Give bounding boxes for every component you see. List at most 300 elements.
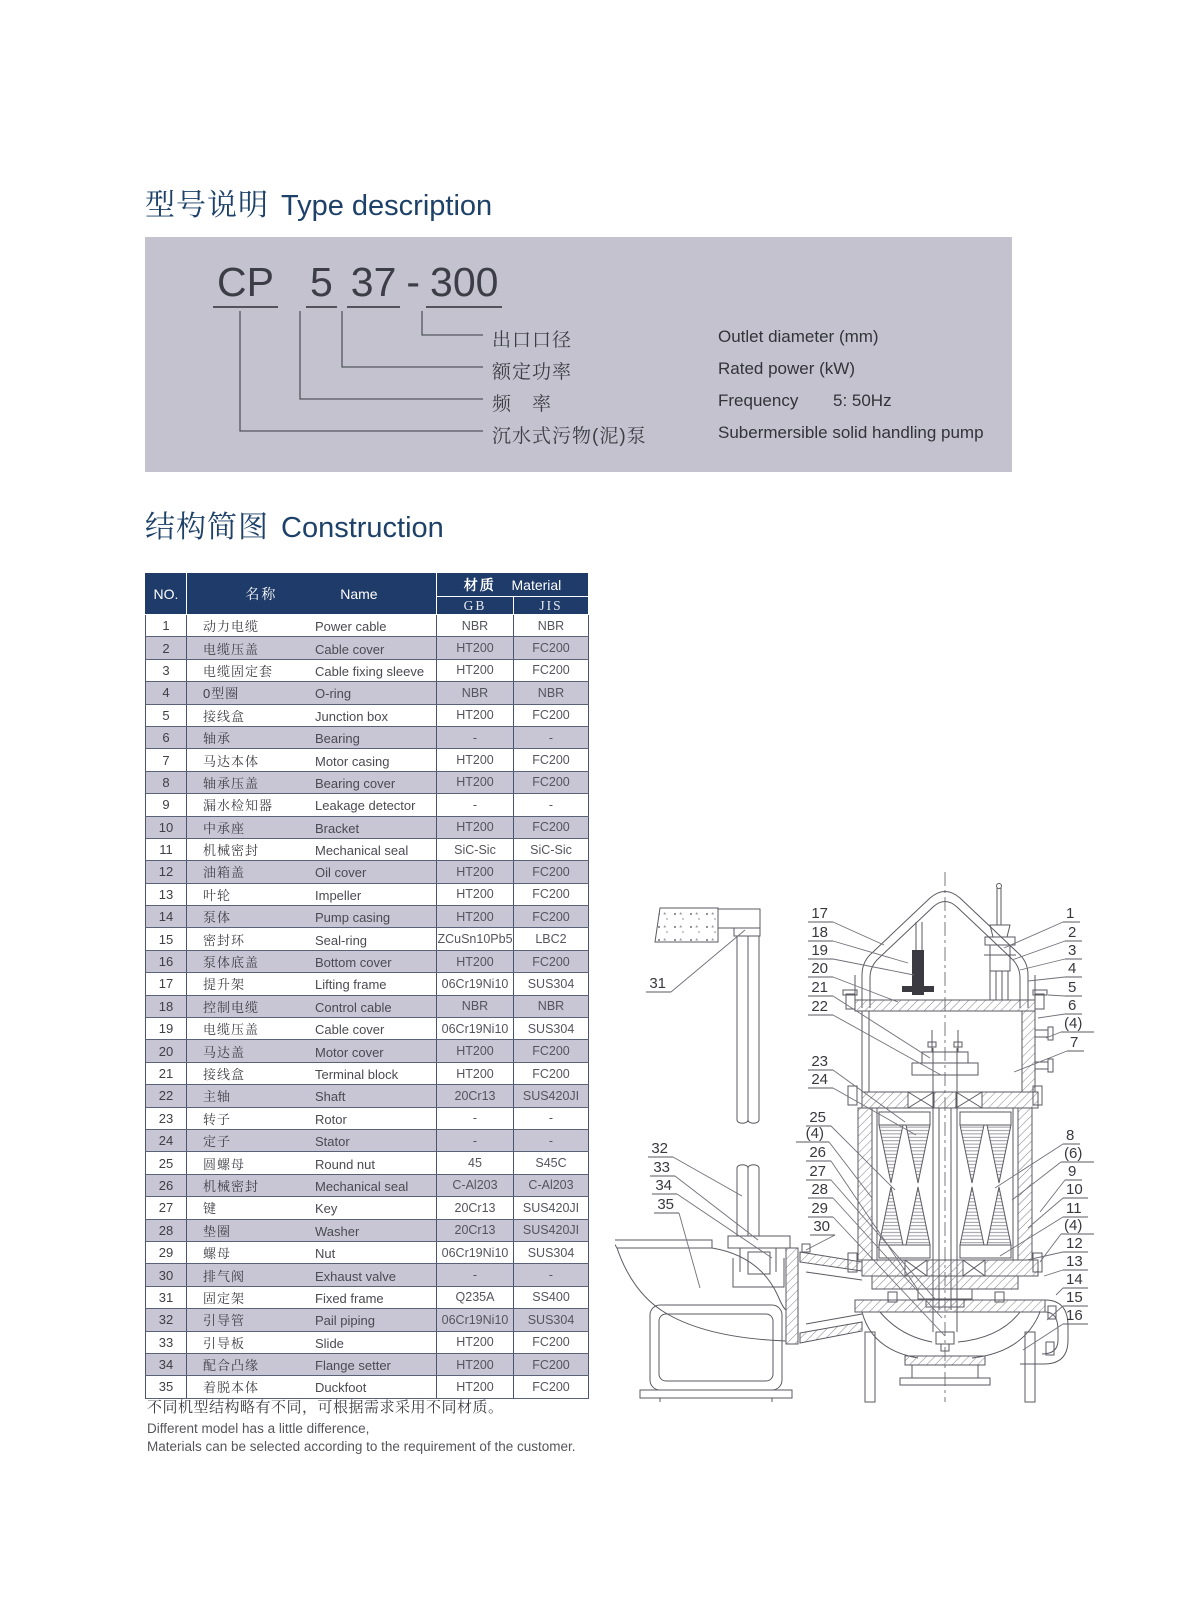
part-name-zh: 电缆压盖 bbox=[203, 641, 260, 657]
model-dash: - bbox=[406, 259, 421, 305]
col-header-name-zh: 名称 bbox=[245, 585, 278, 602]
part-name-zh: 键 bbox=[203, 1201, 218, 1217]
slide-bracket bbox=[728, 1236, 790, 1287]
part-name-zh: 接线盒 bbox=[203, 708, 246, 724]
duckfoot bbox=[615, 1240, 798, 1402]
material-gb: - bbox=[437, 726, 514, 748]
part-name-en: Motor cover bbox=[315, 1044, 384, 1060]
part-name bbox=[187, 1264, 437, 1286]
part-name-en: Impeller bbox=[315, 887, 362, 903]
material-gb: NBR bbox=[437, 995, 514, 1017]
part-name-en: Motor casing bbox=[315, 753, 390, 769]
part-name-zh: 漏水检知器 bbox=[203, 798, 274, 814]
table-row bbox=[146, 1197, 589, 1219]
material-jis: NBR bbox=[514, 995, 589, 1017]
material-jis: SUS304 bbox=[514, 1018, 589, 1040]
table-row bbox=[146, 749, 589, 771]
part-name-zh: 轴承压盖 bbox=[203, 775, 260, 791]
material-gb: 06Cr19Ni10 bbox=[437, 973, 514, 995]
material-gb: HT200 bbox=[437, 1040, 514, 1062]
table-notes bbox=[147, 1400, 617, 1453]
part-name bbox=[187, 883, 437, 905]
material-gb: SiC-Sic bbox=[437, 838, 514, 860]
discharge-cone bbox=[800, 1244, 862, 1343]
part-name-en: Pump casing bbox=[315, 910, 391, 926]
part-name bbox=[187, 1085, 437, 1107]
part-no: 3 bbox=[146, 659, 187, 681]
part-name-en: Flange setter bbox=[315, 1358, 391, 1374]
part-name bbox=[187, 1241, 437, 1263]
part-name bbox=[187, 906, 437, 928]
part-name-zh: 主轴 bbox=[203, 1089, 232, 1105]
table-row bbox=[146, 704, 589, 726]
part-name-zh: 圆螺母 bbox=[203, 1156, 246, 1172]
part-name-en: Control cable bbox=[315, 999, 392, 1015]
motor-cover bbox=[843, 990, 1047, 1011]
callout-number: 13 bbox=[1066, 1253, 1083, 1270]
material-gb: HT200 bbox=[437, 771, 514, 793]
col-header-name-en: Name bbox=[340, 585, 378, 602]
callout-number: 11 bbox=[1066, 1200, 1082, 1217]
callout-number: 25 bbox=[809, 1109, 826, 1126]
material-jis: SUS420JI bbox=[514, 1197, 589, 1219]
table-row bbox=[146, 726, 589, 748]
callout-number: 34 bbox=[655, 1177, 672, 1194]
callout-number: 10 bbox=[1066, 1181, 1083, 1198]
callout-number: 8 bbox=[1066, 1127, 1075, 1144]
model-seg-series: CP bbox=[213, 259, 278, 308]
part-no: 21 bbox=[146, 1062, 187, 1084]
part-name bbox=[187, 682, 437, 704]
part-name bbox=[187, 749, 437, 771]
material-jis: FC200 bbox=[514, 659, 589, 681]
material-gb: HT200 bbox=[437, 816, 514, 838]
col-header-gb: GB bbox=[437, 597, 514, 615]
part-name-en: Terminal block bbox=[315, 1067, 399, 1082]
table-row bbox=[146, 1129, 589, 1151]
part-name-zh: 中承座 bbox=[203, 820, 246, 836]
part-name bbox=[187, 771, 437, 793]
callout-leader bbox=[833, 941, 908, 963]
part-name-en: Junction box bbox=[315, 708, 388, 724]
material-gb: 20Cr13 bbox=[437, 1085, 514, 1107]
construction-table bbox=[145, 572, 589, 1399]
col-header-name bbox=[187, 573, 437, 615]
material-jis: SUS304 bbox=[514, 973, 589, 995]
part-name-zh: 0型圈 bbox=[203, 686, 240, 702]
callout-number: 30 bbox=[813, 1218, 830, 1235]
part-name-zh: 定子 bbox=[203, 1134, 232, 1150]
part-name-en: Exhaust valve bbox=[315, 1268, 396, 1284]
part-name-en: Rotor bbox=[315, 1111, 347, 1127]
callout-number: 35 bbox=[657, 1196, 674, 1213]
table-row bbox=[146, 1152, 589, 1174]
control-cable bbox=[902, 922, 934, 995]
part-no: 25 bbox=[146, 1152, 187, 1174]
table-row bbox=[146, 883, 589, 905]
callout-number: 19 bbox=[811, 942, 828, 959]
part-no: 28 bbox=[146, 1219, 187, 1241]
part-no: 5 bbox=[146, 704, 187, 726]
material-gb: - bbox=[437, 1107, 514, 1129]
part-no: 18 bbox=[146, 995, 187, 1017]
callout-number: 5 bbox=[1068, 979, 1077, 996]
material-jis: FC200 bbox=[514, 861, 589, 883]
callout-number: 23 bbox=[811, 1053, 828, 1070]
callout-number: 17 bbox=[811, 905, 828, 922]
material-jis: FC200 bbox=[514, 1040, 589, 1062]
power-cable-assembly bbox=[984, 884, 1016, 1001]
part-no: 17 bbox=[146, 973, 187, 995]
material-gb: HT200 bbox=[437, 1376, 514, 1398]
material-gb: HT200 bbox=[437, 950, 514, 972]
part-name-en: Duckfoot bbox=[315, 1380, 367, 1396]
part-no: 9 bbox=[146, 794, 187, 816]
part-name-en: Fixed frame bbox=[315, 1290, 384, 1306]
type-description-panel bbox=[145, 237, 1012, 472]
callout-leader bbox=[675, 1176, 758, 1240]
material-jis: FC200 bbox=[514, 1331, 589, 1353]
callout-leader bbox=[1020, 959, 1065, 970]
material-jis: SUS304 bbox=[514, 1309, 589, 1331]
material-jis: C-Al203 bbox=[514, 1174, 589, 1196]
col-header-no: NO. bbox=[146, 573, 187, 615]
material-gb: - bbox=[437, 1129, 514, 1151]
part-name-zh: 螺母 bbox=[203, 1246, 232, 1262]
part-name bbox=[187, 838, 437, 860]
callout-number: 24 bbox=[811, 1071, 828, 1088]
part-no: 11 bbox=[146, 838, 187, 860]
material-gb: - bbox=[437, 1264, 514, 1286]
part-name bbox=[187, 816, 437, 838]
material-gb: HT200 bbox=[437, 637, 514, 659]
material-jis: FC200 bbox=[514, 637, 589, 659]
callout-number: 14 bbox=[1066, 1271, 1083, 1288]
callout-number: 26 bbox=[809, 1144, 826, 1161]
part-no: 12 bbox=[146, 861, 187, 883]
material-jis: SiC-Sic bbox=[514, 838, 589, 860]
part-name-zh: 泵体底盖 bbox=[203, 955, 260, 971]
material-jis: FC200 bbox=[514, 749, 589, 771]
type-description-title-en: Type description bbox=[281, 190, 493, 222]
part-name bbox=[187, 928, 437, 950]
callout-number: 6 bbox=[1068, 997, 1077, 1014]
part-name-en: Pail piping bbox=[315, 1313, 375, 1329]
part-name-en: Lifting frame bbox=[315, 977, 387, 993]
part-name-zh: 提升架 bbox=[203, 977, 246, 993]
part-name bbox=[187, 1353, 437, 1375]
guide-pipe-lower bbox=[737, 1165, 759, 1236]
material-gb: 06Cr19Ni10 bbox=[437, 1241, 514, 1263]
callout-number: 18 bbox=[811, 924, 828, 941]
bracket-bearing bbox=[848, 1086, 1042, 1108]
label-power-zh: 额定功率 bbox=[492, 362, 573, 383]
part-name-zh: 引导管 bbox=[203, 1313, 246, 1329]
callout-number: 31 bbox=[649, 975, 666, 992]
callout-leader bbox=[833, 1015, 941, 1075]
material-jis: SUS420JI bbox=[514, 1219, 589, 1241]
callout-number: 9 bbox=[1068, 1163, 1077, 1180]
part-no: 15 bbox=[146, 928, 187, 950]
part-name-en: O-ring bbox=[315, 686, 352, 702]
part-name-en: Oil cover bbox=[315, 865, 367, 881]
material-gb: 20Cr13 bbox=[437, 1219, 514, 1241]
part-name-en: Bearing bbox=[315, 731, 360, 747]
callout-leader bbox=[1040, 1234, 1061, 1262]
part-name bbox=[187, 1376, 437, 1398]
material-jis: FC200 bbox=[514, 883, 589, 905]
material-gb: HT200 bbox=[437, 659, 514, 681]
part-no: 23 bbox=[146, 1107, 187, 1129]
type-description-title bbox=[145, 180, 492, 224]
material-jis: FC200 bbox=[514, 1376, 589, 1398]
table-row bbox=[146, 1219, 589, 1241]
col-header-material bbox=[437, 573, 589, 597]
pump-drawing-overlay bbox=[615, 865, 1175, 1410]
material-jis: LBC2 bbox=[514, 928, 589, 950]
part-no: 20 bbox=[146, 1040, 187, 1062]
material-jis: FC200 bbox=[514, 704, 589, 726]
material-gb: ZCuSn10Pb5 bbox=[437, 928, 514, 950]
part-name bbox=[187, 704, 437, 726]
material-jis: - bbox=[514, 1129, 589, 1151]
part-name bbox=[187, 973, 437, 995]
material-jis: - bbox=[514, 1107, 589, 1129]
part-name-zh: 垫圈 bbox=[203, 1223, 232, 1239]
label-frequency-en: Frequency bbox=[718, 391, 799, 410]
part-name-en: Bottom cover bbox=[315, 955, 392, 971]
material-gb: - bbox=[437, 794, 514, 816]
part-name bbox=[187, 1107, 437, 1129]
part-name-en: Cable cover bbox=[315, 1022, 385, 1038]
table-row bbox=[146, 615, 589, 637]
part-no: 6 bbox=[146, 726, 187, 748]
callout-number: 2 bbox=[1068, 924, 1077, 941]
part-name-en: Round nut bbox=[315, 1156, 375, 1172]
part-name bbox=[187, 726, 437, 748]
part-name bbox=[187, 1152, 437, 1174]
part-name-zh: 电缆固定套 bbox=[203, 663, 274, 679]
part-name bbox=[187, 1040, 437, 1062]
note-en2: Materials can be selected according to the requirement of the customer. bbox=[147, 1438, 576, 1454]
callout-leader bbox=[806, 1235, 835, 1250]
callout-number: 1 bbox=[1066, 905, 1075, 922]
table-row bbox=[146, 682, 589, 704]
part-no: 24 bbox=[146, 1129, 187, 1151]
part-name-en: Seal-ring bbox=[315, 932, 368, 948]
part-name-zh: 机械密封 bbox=[203, 843, 260, 859]
part-name bbox=[187, 1174, 437, 1196]
callout-leader bbox=[833, 922, 884, 945]
callout-number: 32 bbox=[651, 1140, 668, 1157]
part-name-zh: 马达本体 bbox=[203, 753, 260, 769]
type-description-title-zh: 型号说明 bbox=[145, 189, 269, 222]
material-gb: HT200 bbox=[437, 1331, 514, 1353]
callout-leader bbox=[1044, 1270, 1063, 1276]
part-name-zh: 叶轮 bbox=[203, 887, 232, 903]
part-no: 30 bbox=[146, 1264, 187, 1286]
part-name bbox=[187, 950, 437, 972]
table-row bbox=[146, 1286, 589, 1308]
part-name-en: Slide bbox=[315, 1335, 344, 1351]
material-jis: - bbox=[514, 794, 589, 816]
material-gb: Q235A bbox=[437, 1286, 514, 1308]
table-row bbox=[146, 1085, 589, 1107]
part-name bbox=[187, 659, 437, 681]
material-jis: FC200 bbox=[514, 816, 589, 838]
table-row bbox=[146, 1062, 589, 1084]
part-name-en: Key bbox=[315, 1201, 338, 1217]
callout-leader bbox=[1028, 977, 1065, 981]
part-name bbox=[187, 1018, 437, 1040]
callout-number: 21 bbox=[811, 979, 828, 996]
table-row bbox=[146, 794, 589, 816]
part-no: 22 bbox=[146, 1085, 187, 1107]
part-name-en: Washer bbox=[315, 1223, 360, 1239]
part-name-en: Bearing cover bbox=[315, 775, 396, 791]
part-name bbox=[187, 1286, 437, 1308]
material-jis: SUS304 bbox=[514, 1241, 589, 1263]
part-name-zh: 排气阀 bbox=[203, 1268, 246, 1284]
table-row bbox=[146, 1376, 589, 1398]
material-jis: FC200 bbox=[514, 1062, 589, 1084]
part-no: 4 bbox=[146, 682, 187, 704]
part-name bbox=[187, 1129, 437, 1151]
part-name-en: Bracket bbox=[315, 820, 360, 836]
material-gb: NBR bbox=[437, 682, 514, 704]
pump-casing bbox=[855, 1292, 1068, 1402]
part-name bbox=[187, 615, 437, 637]
part-name-zh: 接线盒 bbox=[203, 1067, 246, 1082]
part-name bbox=[187, 1309, 437, 1331]
callout-number: 29 bbox=[811, 1200, 828, 1217]
callout-number: 27 bbox=[809, 1163, 826, 1180]
table-row bbox=[146, 1264, 589, 1286]
material-gb: NBR bbox=[437, 615, 514, 637]
part-no: 31 bbox=[146, 1286, 187, 1308]
callout-number: 16 bbox=[1066, 1307, 1083, 1324]
part-no: 32 bbox=[146, 1309, 187, 1331]
model-seg-outlet: 300 bbox=[426, 259, 502, 308]
material-gb: HT200 bbox=[437, 906, 514, 928]
callout-leader bbox=[1038, 1014, 1065, 1018]
part-name-en: Mechanical seal bbox=[315, 1178, 409, 1194]
callout-number: 3 bbox=[1068, 942, 1077, 959]
table-row bbox=[146, 1241, 589, 1263]
label-frequency-zh: 频 率 bbox=[492, 394, 553, 415]
table-row bbox=[146, 1040, 589, 1062]
note-zh: 不同机型结构略有不同，可根据需求采用不同材质。 bbox=[147, 1399, 504, 1416]
callout-number: 4 bbox=[1068, 960, 1077, 977]
callout-number: 28 bbox=[811, 1181, 828, 1198]
part-no: 2 bbox=[146, 637, 187, 659]
callout-leader bbox=[679, 1213, 700, 1288]
part-name-en: Nut bbox=[315, 1246, 336, 1262]
part-name-en: Stator bbox=[315, 1134, 350, 1150]
material-jis: - bbox=[514, 1264, 589, 1286]
callout-number: 7 bbox=[1070, 1034, 1079, 1051]
part-no: 8 bbox=[146, 771, 187, 793]
part-name-zh: 配合凸缘 bbox=[203, 1358, 260, 1374]
part-name-zh: 引导板 bbox=[203, 1335, 246, 1351]
part-name-zh: 轴承 bbox=[203, 731, 232, 747]
material-gb: 06Cr19Ni10 bbox=[437, 1018, 514, 1040]
part-name-zh: 动力电缆 bbox=[203, 619, 260, 635]
part-name-zh: 机械密封 bbox=[203, 1178, 260, 1194]
part-name-en: Cable fixing sleeve bbox=[315, 663, 425, 679]
table-row bbox=[146, 995, 589, 1017]
part-name bbox=[187, 1062, 437, 1084]
part-name-zh: 着脱本体 bbox=[203, 1380, 260, 1396]
model-seg-frequency: 5 bbox=[306, 259, 337, 308]
label-outlet-zh: 出口口径 bbox=[492, 330, 573, 351]
part-name-zh: 控制电缆 bbox=[203, 999, 260, 1015]
part-name-en: Cable cover bbox=[315, 641, 385, 657]
part-name bbox=[187, 1219, 437, 1241]
part-no: 10 bbox=[146, 816, 187, 838]
callout-number: (4) bbox=[1064, 1217, 1083, 1234]
table-row bbox=[146, 637, 589, 659]
part-no: 1 bbox=[146, 615, 187, 637]
guide-pipe-upper bbox=[737, 936, 759, 1123]
callout-leader bbox=[1028, 1198, 1063, 1228]
material-gb: HT200 bbox=[437, 1062, 514, 1084]
construction-title-en: Construction bbox=[281, 512, 444, 544]
part-name bbox=[187, 637, 437, 659]
col-header-material-zh: 材质 bbox=[463, 576, 496, 593]
part-name bbox=[187, 1331, 437, 1353]
table-row bbox=[146, 659, 589, 681]
table-row bbox=[146, 973, 589, 995]
material-jis: FC200 bbox=[514, 950, 589, 972]
material-gb: HT200 bbox=[437, 883, 514, 905]
part-name-en: Power cable bbox=[315, 619, 387, 635]
label-outlet-en: Outlet diameter (mm) bbox=[718, 327, 879, 346]
part-no: 34 bbox=[146, 1353, 187, 1375]
label-pump-zh: 沉水式污物(泥)泵 bbox=[492, 426, 647, 447]
material-jis: - bbox=[514, 726, 589, 748]
part-no: 33 bbox=[146, 1331, 187, 1353]
table-row bbox=[146, 861, 589, 883]
part-no: 13 bbox=[146, 883, 187, 905]
part-name-zh: 泵体 bbox=[203, 910, 232, 926]
callout-leader bbox=[673, 1157, 742, 1196]
material-gb: HT200 bbox=[437, 861, 514, 883]
part-name-en: Leakage detector bbox=[315, 798, 416, 814]
material-jis: S45C bbox=[514, 1152, 589, 1174]
part-name bbox=[187, 794, 437, 816]
material-gb: HT200 bbox=[437, 749, 514, 771]
table-row bbox=[146, 1107, 589, 1129]
material-gb: 20Cr13 bbox=[437, 1197, 514, 1219]
fixed-frame bbox=[655, 908, 760, 942]
callout-leader bbox=[1056, 1288, 1063, 1295]
material-jis: FC200 bbox=[514, 1353, 589, 1375]
callout-number: 12 bbox=[1066, 1235, 1083, 1252]
part-no: 19 bbox=[146, 1018, 187, 1040]
construction-title-zh: 结构简图 bbox=[145, 511, 269, 544]
part-no: 29 bbox=[146, 1241, 187, 1263]
part-name-zh: 密封环 bbox=[203, 932, 246, 948]
part-name-zh: 转子 bbox=[203, 1111, 232, 1127]
table-row bbox=[146, 816, 589, 838]
table-row bbox=[146, 1353, 589, 1375]
table-row bbox=[146, 771, 589, 793]
callout-number: 33 bbox=[653, 1159, 670, 1176]
callout-number: (4) bbox=[805, 1125, 824, 1142]
table-row bbox=[146, 838, 589, 860]
callout-number: (4) bbox=[1064, 1015, 1083, 1032]
